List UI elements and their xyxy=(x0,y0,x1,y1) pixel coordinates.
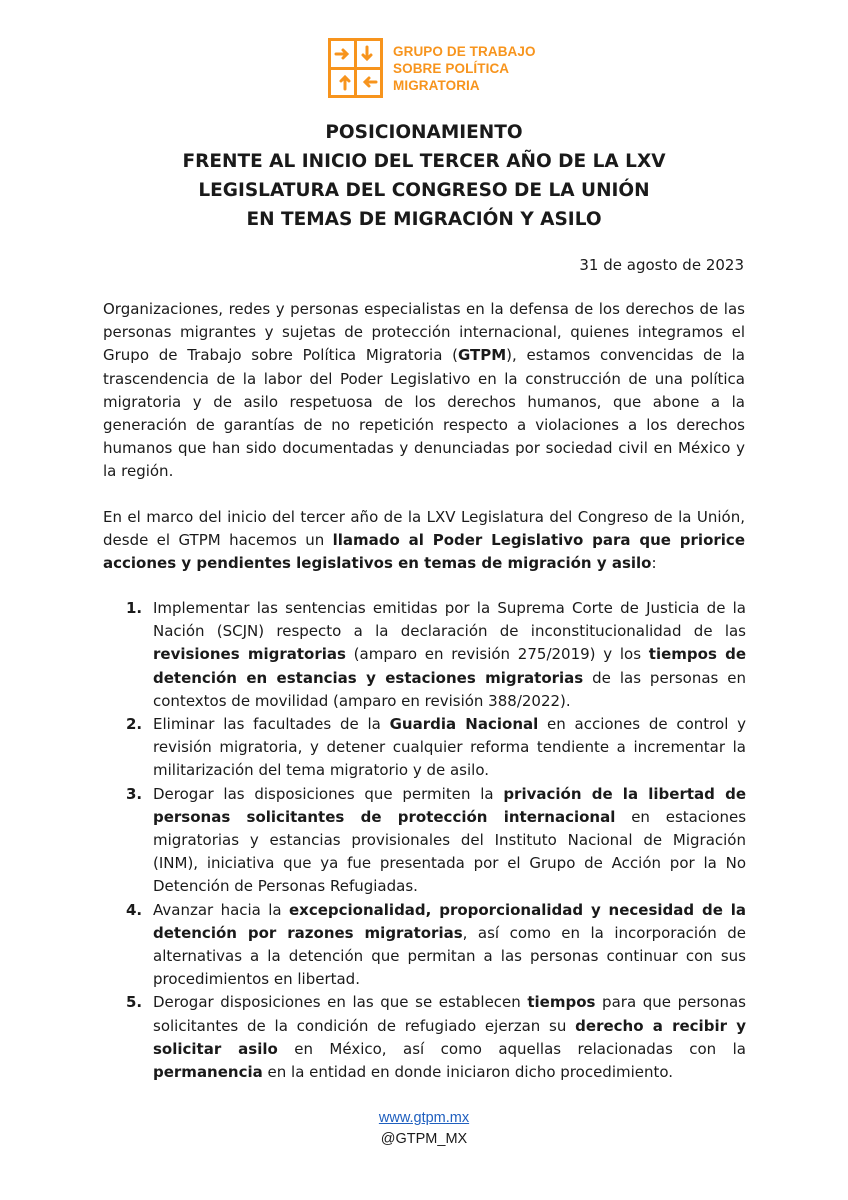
call-paragraph xyxy=(103,506,745,576)
text-run: : xyxy=(651,554,657,573)
page-footer xyxy=(0,1108,848,1150)
bold-run: llamado al Poder Legislativo para que priorice acciones y pendientes legislativos en temas de migración y asilo xyxy=(103,531,745,573)
item-number: 4. xyxy=(126,900,143,919)
social-handle: @GTPM_MX xyxy=(380,1131,468,1147)
intro-paragraph xyxy=(103,298,745,484)
text-run: (amparo en revisión 275/2019) y los xyxy=(345,645,649,664)
list-item xyxy=(126,991,746,1084)
website-link[interactable]: www.gtpm.mx xyxy=(378,1110,470,1126)
text-run: para que personas solicitantes de la condición de refugiado ejerzan su xyxy=(153,993,746,1035)
text-run: en acciones de control y revisión migratoria, y detener cualquier reforma tendiente a incrementar la militarización del tema migratorio y de asilo. xyxy=(153,715,746,780)
title-line: POSICIONAMIENTO xyxy=(325,122,523,143)
document-title xyxy=(0,118,848,234)
text-run: En el marco del inicio del tercer año de la LXV Legislatura del Congreso de la Unión, desde el GTPM hacemos un xyxy=(103,508,745,550)
title-line: LEGISLATURA DEL CONGRESO DE LA UNIÓN xyxy=(198,180,650,201)
gtpm-logo xyxy=(328,38,536,98)
logo-text xyxy=(393,43,536,94)
demands-list xyxy=(126,597,746,1084)
text-run: ), estamos convencidas de la trascendencia de la labor del Poder Legislativo en la construcción de una política migratoria y de asilo respetuosa de los derechos humanos, que abone a la generación de garantías de no repetición respecto a violaciones a los derechos humanos que han sido documentadas y denunciadas por sociedad civil en México y la región. xyxy=(103,346,745,481)
text-run: Eliminar las facultades de la xyxy=(153,715,390,734)
logo-line: GRUPO DE TRABAJO xyxy=(393,43,536,59)
item-number: 3. xyxy=(126,784,143,803)
text-run: , así como en la incorporación de alternativas a la detención que permitan a las personas continuar con sus procedimientos en libertad. xyxy=(153,923,746,989)
bold-run: derecho a recibir y solicitar asilo xyxy=(153,1016,746,1058)
text-run: Implementar las sentencias emitidas por la Suprema Corte de Justicia de la Nación (SCJN) respecto a la declaración de inconstitucionalidad de las xyxy=(153,599,746,641)
text-run: en México, así como aquellas relacionadas con la xyxy=(277,1039,746,1058)
arrow-up-icon xyxy=(331,70,354,96)
arrow-left-icon xyxy=(357,70,380,96)
bold-run: tiempos xyxy=(527,993,596,1012)
text-run: Organizaciones, redes y personas especialistas en la defensa de los derechos de las personas migrantes y sujetas de protección internacional, quienes integramos el Grupo de Trabajo sobre Política Migratoria ( xyxy=(103,300,745,365)
text-run: Derogar las disposiciones que permiten la xyxy=(153,784,504,803)
text-run: en estaciones migratorias y estancias provisionales del Instituto Nacional de Migración (INM), iniciativa que ya fue presentada por el Grupo de Acción por la No Detención de Personas Refugiadas. xyxy=(153,807,747,896)
bold-run: Guardia Nacional xyxy=(389,715,539,734)
list-item xyxy=(126,899,746,992)
arrow-right-icon xyxy=(331,41,354,67)
title-line: EN TEMAS DE MIGRACIÓN Y ASILO xyxy=(246,209,602,230)
item-number: 1. xyxy=(126,599,143,617)
list-item xyxy=(126,597,746,713)
document-date: 31 de agosto de 2023 xyxy=(579,256,744,274)
bold-run: GTPM xyxy=(457,346,507,365)
list-item xyxy=(126,713,746,783)
arrow-down-icon xyxy=(357,41,380,67)
logo-line: SOBRE POLÍTICA xyxy=(393,60,510,76)
text-run: de las personas en contextos de movilidad (amparo en revisión 388/2022). xyxy=(153,668,747,710)
list-item xyxy=(126,783,746,899)
bold-run: tiempos de detención en estancias y estaciones migratorias xyxy=(153,645,746,687)
bold-run: excepcionalidad, proporcionalidad y necesidad de la detención por razones migratorias xyxy=(153,900,746,942)
title-line: FRENTE AL INICIO DEL TERCER AÑO DE LA LXV xyxy=(182,151,666,172)
text-run: Derogar disposiciones en las que se establecen xyxy=(153,993,528,1012)
item-number: 2. xyxy=(126,715,143,734)
text-run: Avanzar hacia la xyxy=(153,900,289,919)
bold-run: privación de la libertad de personas solicitantes de protección internacional xyxy=(153,784,747,826)
bold-run: permanencia xyxy=(153,1063,263,1082)
logo-line: MIGRATORIA xyxy=(393,77,480,93)
item-number: 5. xyxy=(126,993,143,1012)
text-run: en la entidad en donde iniciaron dicho procedimiento. xyxy=(262,1063,674,1082)
bold-run: revisiones migratorias xyxy=(153,645,346,664)
logo-arrows-icon xyxy=(328,38,383,98)
